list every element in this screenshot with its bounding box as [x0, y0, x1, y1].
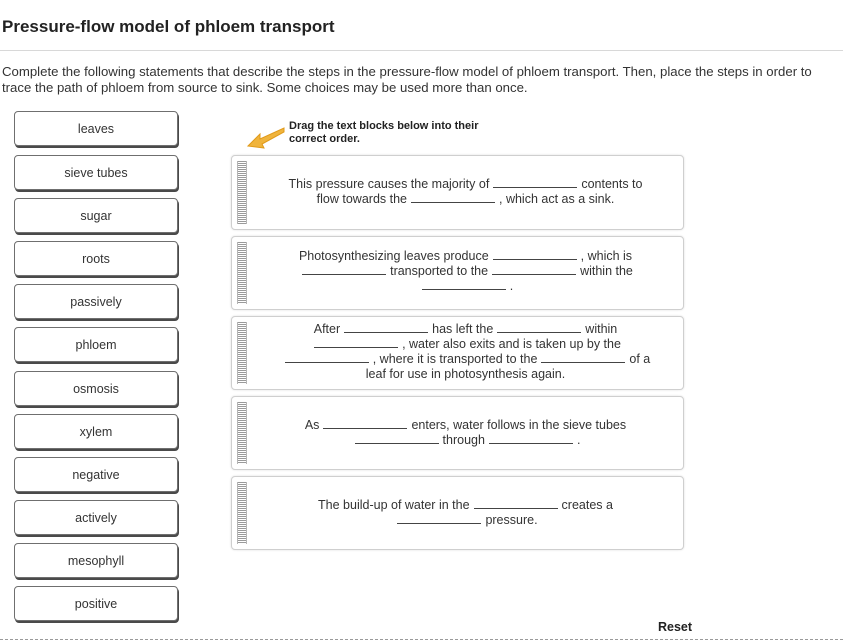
blank-slot[interactable]: [411, 192, 495, 203]
step-1-fragment: flow towards the: [316, 192, 407, 206]
step-2-fragment: within the: [580, 264, 633, 278]
step-5-fragment: creates a: [561, 498, 613, 512]
drag-hint-line2: correct order.: [289, 133, 360, 145]
step-3-fragment: within: [585, 322, 618, 336]
step-text-1: [254, 177, 677, 207]
step-1-fragment: , which act as a sink.: [499, 192, 615, 206]
step-4-fragment: .: [576, 433, 581, 447]
word-tile-sieve-tubes[interactable]: sieve tubes: [14, 155, 178, 190]
blank-slot[interactable]: [493, 249, 577, 260]
step-text-5: [254, 498, 677, 528]
step-1-fragment: This pressure causes the majority of: [288, 177, 490, 191]
drag-handle-icon[interactable]: [237, 161, 247, 224]
step-2-fragment: Photosynthesizing leaves produce: [298, 249, 489, 263]
step-text-3: [254, 322, 677, 382]
drag-handle-icon[interactable]: [237, 482, 247, 544]
blank-slot[interactable]: [541, 352, 625, 363]
word-tile-mesophyll[interactable]: mesophyll: [14, 543, 178, 578]
drag-handle-icon[interactable]: [237, 402, 247, 464]
step-block-2[interactable]: [231, 236, 684, 310]
step-4-fragment: enters, water follows in the sieve tubes: [411, 418, 627, 432]
page-title: Pressure-flow model of phloem transport: [2, 17, 335, 36]
step-4-fragment: As: [304, 418, 320, 432]
reset-button[interactable]: Reset: [658, 620, 693, 634]
step-3-fragment: After: [313, 322, 341, 336]
word-tile-roots[interactable]: roots: [14, 241, 178, 276]
title-divider: [0, 50, 843, 51]
step-text-2: [254, 249, 677, 294]
step-block-5[interactable]: [231, 476, 684, 550]
drag-handle-icon[interactable]: [237, 242, 247, 304]
word-tile-actively[interactable]: actively: [14, 500, 178, 535]
word-tile-phloem[interactable]: phloem: [14, 327, 178, 362]
drag-hint: [289, 120, 499, 146]
word-tile-osmosis[interactable]: osmosis: [14, 371, 178, 406]
bottom-divider: [0, 639, 843, 640]
step-5-fragment: pressure.: [485, 513, 538, 527]
step-2-fragment: transported to the: [390, 264, 489, 278]
word-tile-sugar[interactable]: sugar: [14, 198, 178, 233]
step-3-fragment: of a: [629, 352, 651, 366]
blank-slot[interactable]: [323, 418, 407, 429]
blank-slot[interactable]: [397, 513, 481, 524]
step-3-fragment: has left the: [432, 322, 494, 336]
step-text-4: [254, 418, 677, 448]
blank-slot[interactable]: [422, 279, 506, 290]
step-1-fragment: contents to: [581, 177, 643, 191]
step-3-fragment: leaf for use in photosynthesis again.: [365, 367, 566, 381]
step-block-1[interactable]: [231, 155, 684, 230]
step-3-fragment: , water also exits and is taken up by the: [402, 337, 621, 351]
word-tile-passively[interactable]: passively: [14, 284, 178, 319]
instructions-text: Complete the following statements that describe the steps in the pressure-flow model of phloem transport. Then, place the steps in order to trace the path of phloem from source to sink. Some choices may be used more than once.: [2, 64, 812, 95]
arrow-icon: [246, 124, 286, 152]
blank-slot[interactable]: [344, 322, 428, 333]
word-tile-positive[interactable]: positive: [14, 586, 178, 621]
step-block-4[interactable]: [231, 396, 684, 470]
blank-slot[interactable]: [302, 264, 386, 275]
step-5-fragment: The build-up of water in the: [318, 498, 470, 512]
blank-slot[interactable]: [474, 498, 558, 509]
blank-slot[interactable]: [492, 264, 576, 275]
word-tile-xylem[interactable]: xylem: [14, 414, 178, 449]
step-block-3[interactable]: [231, 316, 684, 390]
blank-slot[interactable]: [497, 322, 581, 333]
word-tile-leaves[interactable]: leaves: [14, 111, 178, 146]
drag-handle-icon[interactable]: [237, 322, 247, 384]
drag-hint-line1: Drag the text blocks below into their: [289, 120, 479, 132]
blank-slot[interactable]: [493, 177, 577, 188]
blank-slot[interactable]: [489, 433, 573, 444]
blank-slot[interactable]: [355, 433, 439, 444]
step-2-fragment: , which is: [580, 249, 633, 263]
step-3-fragment: , where it is transported to the: [372, 352, 538, 366]
blank-slot[interactable]: [285, 352, 369, 363]
step-2-fragment: .: [509, 279, 514, 293]
blank-slot[interactable]: [314, 337, 398, 348]
step-4-fragment: through: [442, 433, 485, 447]
word-tile-negative[interactable]: negative: [14, 457, 178, 492]
